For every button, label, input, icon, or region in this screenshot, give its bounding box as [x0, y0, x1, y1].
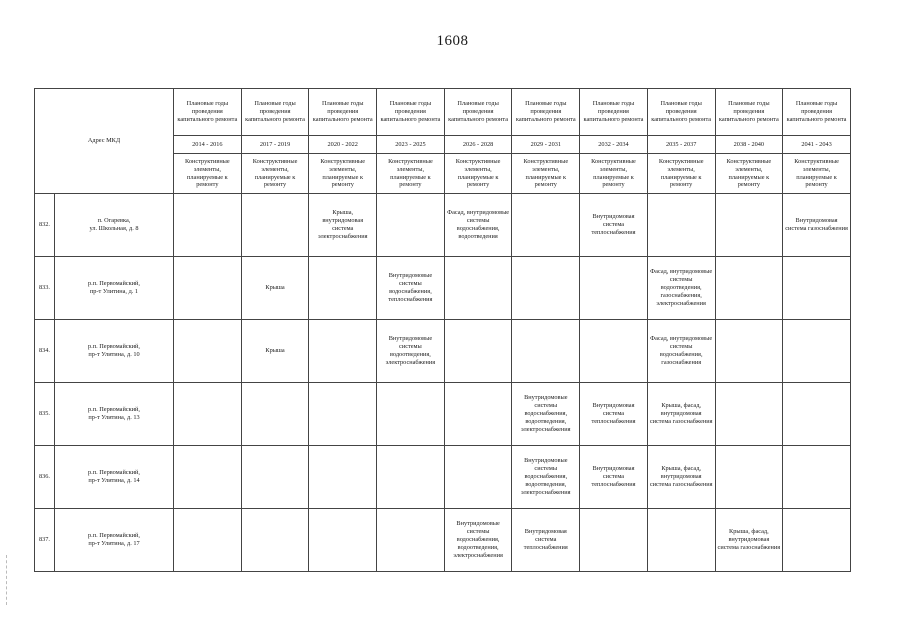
period-label-cell: Плановые годы проведения капитального ремонта [444, 89, 512, 136]
period-years-cell: 2026 - 2028 [444, 136, 512, 154]
period-label-cell: Плановые годы проведения капитального ремонта [174, 89, 242, 136]
elements-label-cell: Конструктивные элементы, планируемые к ремонту [783, 154, 851, 194]
repair-elements-cell: Фасад, внутридомовые системы водоотведения, газоснабжения, электроснабжения [647, 257, 715, 320]
repair-elements-cell: Фасад, внутридомовые системы водоснабжения, водоотведения [444, 194, 512, 257]
period-label-cell: Плановые годы проведения капитального ремонта [512, 89, 580, 136]
repair-elements-cell [444, 257, 512, 320]
repair-elements-cell [174, 509, 242, 572]
elements-label-cell: Конструктивные элементы, планируемые к ремонту [647, 154, 715, 194]
repair-elements-cell: Внутридомовая система газоснабжения [783, 194, 851, 257]
period-label-cell: Плановые годы проведения капитального ремонта [309, 89, 377, 136]
row-number: 832. [35, 194, 55, 257]
repair-elements-cell: Внутридомовая система теплоснабжения [580, 194, 648, 257]
repair-elements-cell: Внутридомовая система теплоснабжения [512, 509, 580, 572]
elements-label-cell: Конструктивные элементы, планируемые к ремонту [512, 154, 580, 194]
repair-elements-cell [647, 194, 715, 257]
repair-elements-cell [783, 509, 851, 572]
address-line-2: пр-т Улитина, д. 1 [89, 288, 139, 295]
repair-elements-cell [309, 446, 377, 509]
table-row [35, 509, 851, 572]
address-line-2: пр-т Улитина, д. 13 [88, 414, 140, 421]
repair-elements-cell [715, 194, 783, 257]
repair-elements-cell [783, 257, 851, 320]
elements-label-cell: Конструктивные элементы, планируемые к ремонту [715, 154, 783, 194]
address-line-2: пр-т Улитина, д. 17 [88, 540, 140, 547]
repair-elements-cell [512, 194, 580, 257]
address-line-1: р.п. Первомайский, [88, 532, 140, 540]
period-years-cell: 2035 - 2037 [647, 136, 715, 154]
elements-label-cell: Конструктивные элементы, планируемые к ремонту [241, 154, 309, 194]
repair-elements-cell: Крыша, фасад, внутридомовая система газоснабжения [647, 446, 715, 509]
repair-elements-cell: Внутридомовая система теплоснабжения [580, 383, 648, 446]
address-line-1: р.п. Первомайский, [88, 280, 140, 288]
repair-elements-cell [174, 446, 242, 509]
row-number: 834. [35, 320, 55, 383]
row-number: 835. [35, 383, 55, 446]
period-years-cell: 2041 - 2043 [783, 136, 851, 154]
period-label-cell: Плановые годы проведения капитального ремонта [647, 89, 715, 136]
repair-elements-cell [174, 383, 242, 446]
period-label-cell: Плановые годы проведения капитального ремонта [783, 89, 851, 136]
repair-elements-cell [580, 257, 648, 320]
repair-elements-cell: Внутридомовая система теплоснабжения [580, 446, 648, 509]
repair-elements-cell [715, 383, 783, 446]
repair-elements-cell [512, 320, 580, 383]
period-years-cell: 2014 - 2016 [174, 136, 242, 154]
address-line-1: п. Огаревка, [97, 217, 131, 225]
repair-elements-cell [444, 446, 512, 509]
repair-elements-cell [783, 320, 851, 383]
period-label-cell: Плановые годы проведения капитального ремонта [377, 89, 445, 136]
repair-elements-cell [174, 320, 242, 383]
address-line-1: р.п. Первомайский, [88, 469, 140, 477]
repair-elements-cell: Внутридомовые системы водоснабжения, теплоснабжения [377, 257, 445, 320]
period-years-cell: 2023 - 2025 [377, 136, 445, 154]
repair-elements-cell [241, 383, 309, 446]
repair-elements-cell: Крыша, фасад, внутридомовая система газоснабжения [647, 383, 715, 446]
table-row [35, 383, 851, 446]
period-label-cell: Плановые годы проведения капитального ремонта [580, 89, 648, 136]
repair-elements-cell [174, 194, 242, 257]
row-address [55, 383, 174, 446]
address-line-1: р.п. Первомайский, [88, 343, 140, 351]
address-line-1: р.п. Первомайский, [88, 406, 140, 414]
repair-elements-cell: Крыша [241, 320, 309, 383]
row-address [55, 446, 174, 509]
repair-elements-cell [715, 320, 783, 383]
repair-elements-cell [309, 509, 377, 572]
repair-elements-cell [377, 509, 445, 572]
repair-elements-cell: Крыша, фасад, внутридомовая система газоснабжения [715, 509, 783, 572]
repair-elements-cell [580, 320, 648, 383]
scan-margin-mark [6, 555, 8, 605]
repair-elements-cell: Крыша [241, 257, 309, 320]
repair-elements-cell [512, 257, 580, 320]
repair-elements-cell [444, 320, 512, 383]
address-column-header: Адрес МКД [35, 89, 174, 194]
row-address [55, 194, 174, 257]
capital-repair-table [34, 88, 851, 572]
table-row [35, 194, 851, 257]
period-years-cell: 2029 - 2031 [512, 136, 580, 154]
repair-elements-cell [783, 446, 851, 509]
repair-elements-cell: Внутридомовые системы водоснабжения, водоотведения, электроснабжения [512, 446, 580, 509]
table-body [35, 89, 851, 572]
repair-elements-cell [241, 446, 309, 509]
elements-label-cell: Конструктивные элементы, планируемые к ремонту [580, 154, 648, 194]
period-years-cell: 2017 - 2019 [241, 136, 309, 154]
period-years-cell: 2032 - 2034 [580, 136, 648, 154]
address-line-2: пр-т Улитина, д. 14 [88, 477, 140, 484]
repair-elements-cell [647, 509, 715, 572]
repair-elements-cell [715, 446, 783, 509]
table-row [35, 257, 851, 320]
table-row [35, 320, 851, 383]
period-years-cell: 2020 - 2022 [309, 136, 377, 154]
period-label-cell: Плановые годы проведения капитального ремонта [241, 89, 309, 136]
row-address [55, 257, 174, 320]
repair-elements-cell [377, 446, 445, 509]
row-number: 833. [35, 257, 55, 320]
repair-elements-cell [580, 509, 648, 572]
repair-elements-cell: Крыша, внутридомовая система электроснабжения [309, 194, 377, 257]
repair-elements-cell [309, 383, 377, 446]
repair-elements-cell [715, 257, 783, 320]
address-line-2: пр-т Улитина, д. 10 [88, 351, 140, 358]
repair-elements-cell [241, 194, 309, 257]
repair-elements-cell: Внутридомовые системы водоснабжения, водоотведения, электроснабжения [512, 383, 580, 446]
address-line-2: ул. Школьная, д. 8 [89, 225, 139, 232]
row-address [55, 509, 174, 572]
row-number: 837. [35, 509, 55, 572]
repair-elements-cell [377, 383, 445, 446]
repair-elements-cell [444, 383, 512, 446]
elements-label-cell: Конструктивные элементы, планируемые к ремонту [174, 154, 242, 194]
period-label-cell: Плановые годы проведения капитального ремонта [715, 89, 783, 136]
repair-elements-cell [309, 320, 377, 383]
elements-label-cell: Конструктивные элементы, планируемые к ремонту [377, 154, 445, 194]
elements-label-cell: Конструктивные элементы, планируемые к ремонту [309, 154, 377, 194]
repair-elements-cell [309, 257, 377, 320]
repair-elements-cell: Внутридомовые системы водоснабжения, водоотведения, электроснабжения [444, 509, 512, 572]
row-number: 836. [35, 446, 55, 509]
row-address [55, 320, 174, 383]
repair-elements-cell [174, 257, 242, 320]
repair-elements-cell: Внутридомовые системы водоотведения, электроснабжения [377, 320, 445, 383]
repair-elements-cell [783, 383, 851, 446]
table-row [35, 446, 851, 509]
repair-elements-cell [241, 509, 309, 572]
repair-elements-cell: Фасад, внутридомовые системы водоснабжения, газоснабжения [647, 320, 715, 383]
repair-elements-cell [377, 194, 445, 257]
header-row-period-label [35, 89, 851, 136]
page-number: 1608 [436, 33, 469, 49]
elements-label-cell: Конструктивные элементы, планируемые к ремонту [444, 154, 512, 194]
period-years-cell: 2038 - 2040 [715, 136, 783, 154]
